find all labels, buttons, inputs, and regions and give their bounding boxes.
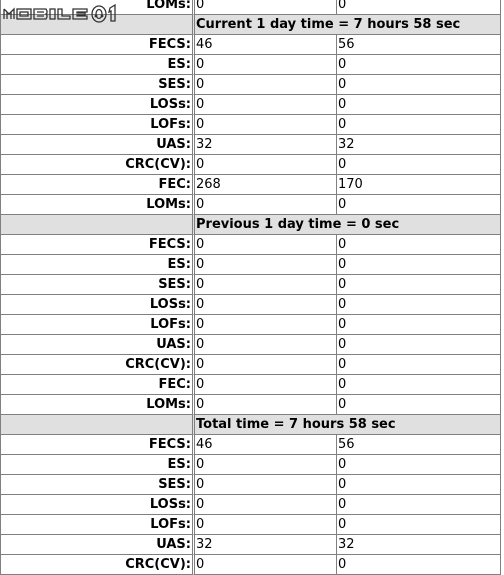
table-row [0, 75, 501, 95]
value-cell: 0 [195, 255, 337, 275]
value-cell: 0 [337, 95, 501, 115]
value-cell: 0 [195, 115, 337, 135]
table-row [0, 155, 501, 175]
section-title: Current 1 day time = 7 hours 58 sec [195, 15, 501, 35]
row-label: CRC(CV): [0, 555, 195, 575]
section-header-row [0, 215, 501, 235]
table-row [0, 335, 501, 355]
table-row [0, 495, 501, 515]
table-row [0, 175, 501, 195]
row-label: FECS: [0, 435, 195, 455]
section-header-spacer [0, 215, 195, 235]
section-header-row [0, 415, 501, 435]
value-cell: 0 [195, 295, 337, 315]
table-row [0, 115, 501, 135]
value-cell: 0 [337, 355, 501, 375]
row-label: LOMs: [0, 395, 195, 415]
table-row [0, 355, 501, 375]
row-label: FECS: [0, 35, 195, 55]
table-row [0, 195, 501, 215]
section-header-spacer [0, 415, 195, 435]
row-label: UAS: [0, 335, 195, 355]
row-label: SES: [0, 475, 195, 495]
row-label: UAS: [0, 135, 195, 155]
value-cell: 0 [195, 95, 337, 115]
value-cell: 0 [195, 355, 337, 375]
value-cell: 46 [195, 435, 337, 455]
row-label: UAS: [0, 535, 195, 555]
row-label: LOFs: [0, 515, 195, 535]
table-row [0, 375, 501, 395]
table-row [0, 435, 501, 455]
table-row [0, 55, 501, 75]
value-cell: 0 [337, 315, 501, 335]
table-row [0, 35, 501, 55]
row-label: ES: [0, 455, 195, 475]
row-label: LOFs: [0, 315, 195, 335]
value-cell: 0 [337, 275, 501, 295]
table-row [0, 135, 501, 155]
value-cell: 0 [337, 55, 501, 75]
value-cell: 0 [195, 335, 337, 355]
table-row [0, 235, 501, 255]
value-cell: 46 [195, 35, 337, 55]
value-cell: 0 [195, 315, 337, 335]
value-cell: 0 [337, 455, 501, 475]
value-cell: 0 [195, 55, 337, 75]
table-row [0, 255, 501, 275]
row-label: ES: [0, 255, 195, 275]
row-label: LOFs: [0, 115, 195, 135]
value-cell: 0 [337, 375, 501, 395]
row-label: FEC: [0, 175, 195, 195]
section-title: Previous 1 day time = 0 sec [195, 215, 501, 235]
value-cell: 0 [195, 495, 337, 515]
sections-container [0, 15, 501, 575]
value-cell: 0 [337, 475, 501, 495]
value-cell: 0 [337, 255, 501, 275]
table-row [0, 555, 501, 575]
value-cell: 0 [195, 155, 337, 175]
value-cell: 0 [195, 455, 337, 475]
value-cell: 0 [195, 235, 337, 255]
row-label: LOSs: [0, 95, 195, 115]
value-cell: 0 [337, 75, 501, 95]
table-row [0, 455, 501, 475]
table-row [0, 515, 501, 535]
table-row [0, 95, 501, 115]
value-cell: 0 [195, 0, 337, 15]
value-cell: 32 [195, 135, 337, 155]
value-cell: 56 [337, 435, 501, 455]
value-cell: 0 [195, 275, 337, 295]
value-cell: 56 [337, 35, 501, 55]
value-cell: 170 [337, 175, 501, 195]
value-cell: 0 [195, 515, 337, 535]
row-label: LOSs: [0, 295, 195, 315]
value-cell: 0 [337, 495, 501, 515]
value-cell: 32 [337, 535, 501, 555]
value-cell: 0 [195, 195, 337, 215]
value-cell: 32 [195, 535, 337, 555]
value-cell: 0 [195, 475, 337, 495]
value-cell: 0 [337, 555, 501, 575]
row-label: LOMs: [0, 195, 195, 215]
row-label: CRC(CV): [0, 355, 195, 375]
row-label: FECS: [0, 235, 195, 255]
value-cell: 0 [337, 395, 501, 415]
value-cell: 0 [337, 515, 501, 535]
row-label: LOMs: [0, 0, 195, 15]
table-row [0, 395, 501, 415]
section-title: Total time = 7 hours 58 sec [195, 415, 501, 435]
value-cell: 268 [195, 175, 337, 195]
value-cell: 0 [337, 155, 501, 175]
row-label: CRC(CV): [0, 155, 195, 175]
value-cell: 0 [337, 295, 501, 315]
table-row [0, 275, 501, 295]
value-cell: 32 [337, 135, 501, 155]
row-label: SES: [0, 75, 195, 95]
row-label: ES: [0, 55, 195, 75]
value-cell: 0 [195, 555, 337, 575]
table-row [0, 535, 501, 555]
value-cell: 0 [337, 335, 501, 355]
row-label: SES: [0, 275, 195, 295]
row-label: FEC: [0, 375, 195, 395]
value-cell: 0 [337, 0, 501, 15]
value-cell: 0 [195, 375, 337, 395]
table-row [0, 295, 501, 315]
mobile01-logo [1, 2, 127, 24]
table-row [0, 475, 501, 495]
row-label: LOSs: [0, 495, 195, 515]
value-cell: 0 [337, 235, 501, 255]
value-cell: 0 [337, 115, 501, 135]
table-row [0, 315, 501, 335]
value-cell: 0 [195, 75, 337, 95]
value-cell: 0 [195, 395, 337, 415]
value-cell: 0 [337, 195, 501, 215]
